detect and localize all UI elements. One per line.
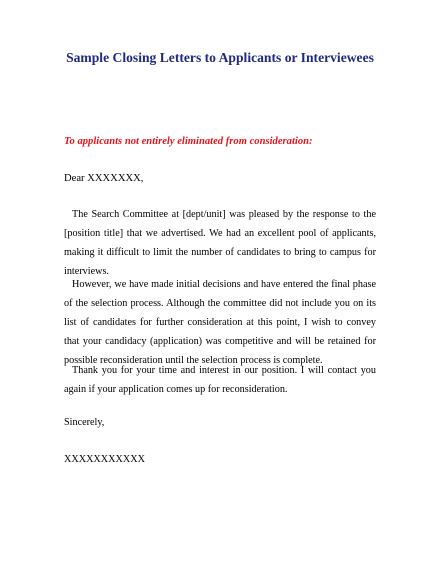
body-paragraph-2 — [64, 275, 376, 370]
body-paragraph-3 — [64, 361, 376, 399]
body-paragraph-1 — [64, 205, 376, 281]
paragraph-text: Thank you for your time and interest in our position. I will contact you again if your application comes up for reconsideration. — [64, 365, 376, 395]
signature: XXXXXXXXXXX — [64, 454, 145, 465]
document-title: Sample Closing Letters to Applicants or Interviewees — [66, 50, 374, 65]
closing: Sincerely, — [64, 417, 105, 428]
paragraph-text: However, we have made initial decisions and have entered the final phase of the selection process. Although the committee did not include you on its list of candidates for further consideration at this point, I wish to convey that your candidacy (application) was competitive and will be retained for possible reconsideration until the selection process is complete. — [64, 279, 376, 366]
salutation: Dear XXXXXXX, — [64, 173, 144, 184]
section-subheading: To applicants not entirely eliminated from consideration: — [64, 136, 313, 147]
paragraph-text: The Search Committee at [dept/unit] was pleased by the response to the [position title] that we advertised. We had an excellent pool of applicants, making it difficult to limit the number of candidates to bring to campus for interviews. — [64, 209, 376, 277]
